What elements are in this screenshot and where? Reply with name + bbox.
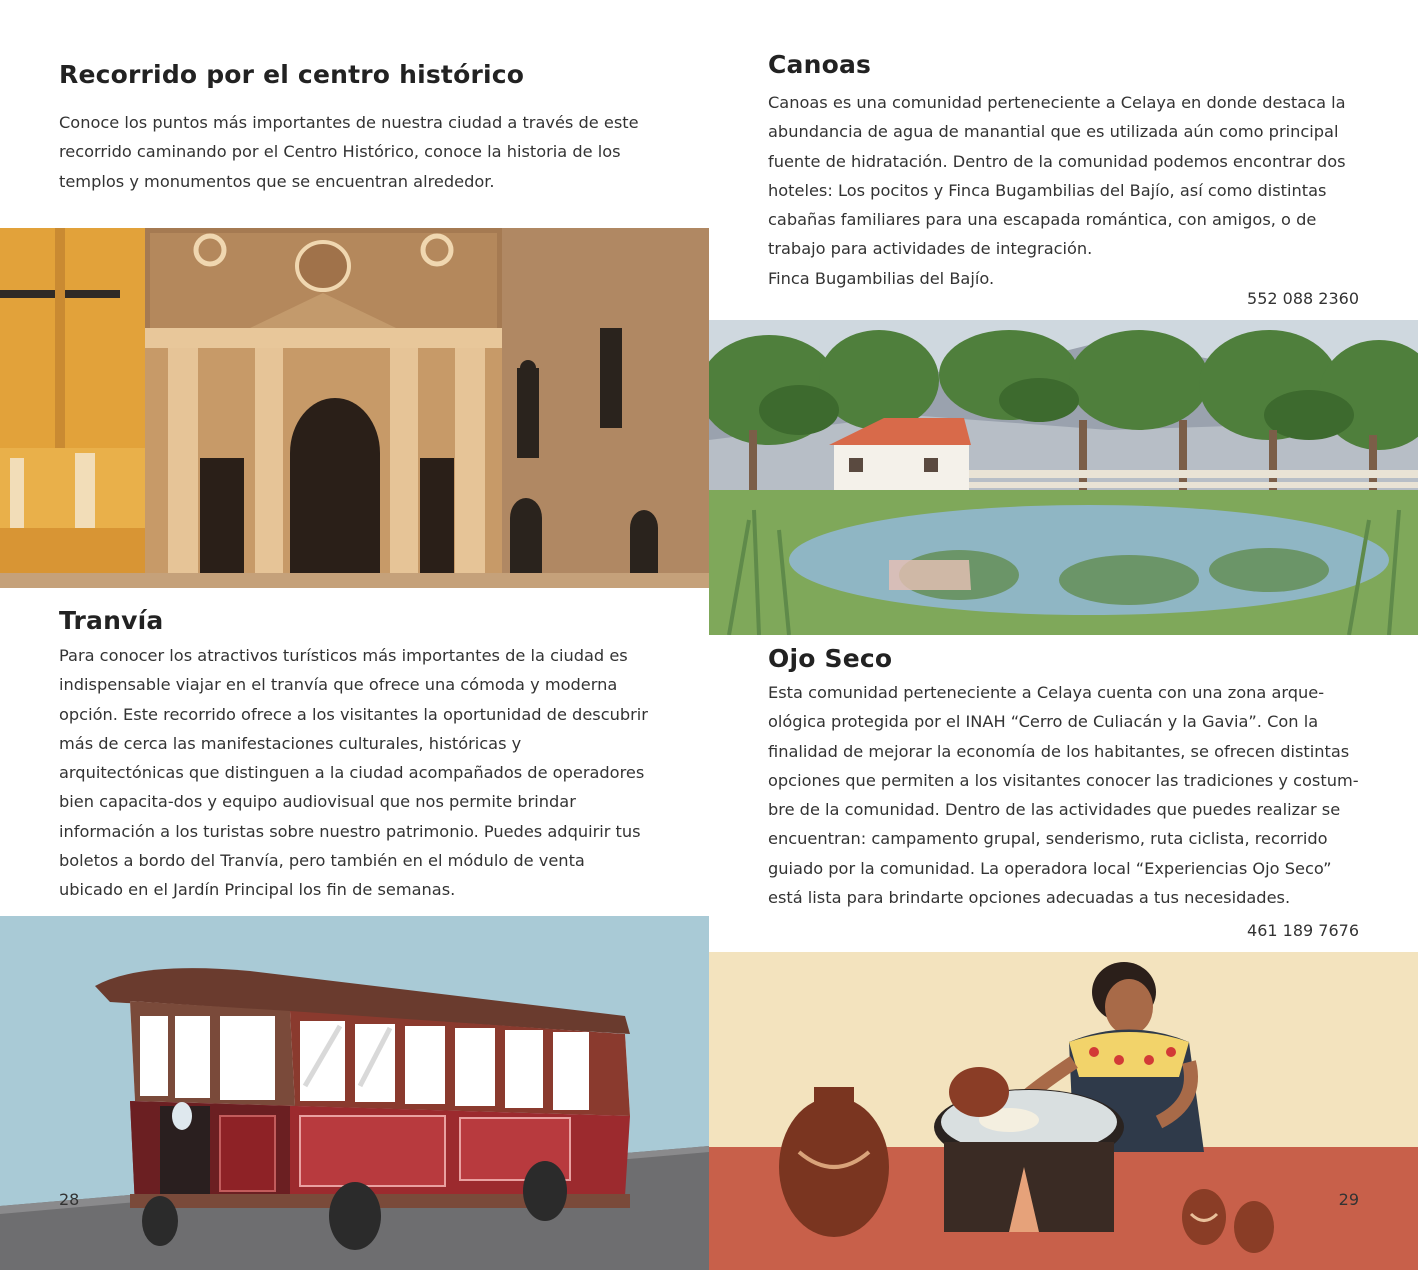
canoas-illustration [709,320,1418,635]
ojo-seco-text: Esta comunidad perteneciente a Celaya cuenta con una zona arque-ológica protegida por el INAH “Cerro de Culiacán y la Gavia”. Con la finalidad de mejorar la economía de los habitantes, se ofrecen distintas opciones que permiten a los visitantes conocer las tradiciones y costum-bre de la comunidad. Dentro de las actividades que puedes realizar se encuentran: campamento grupal, senderismo, ruta ciclista, recorrido guiado por la comunidad. La operadora local “Experiencias Ojo Seco” está lista para brindarte opciones adecuadas a tus necesidades. [768,683,1359,908]
tranvia-text: Para conocer los atractivos turísticos más importantes de la ciudad es indispensable viajar en el tranvía que ofrece una cómoda y moderna opción. Este recorrido ofrece a los visitantes la oportunidad de descubrir más de cerca las manifestaciones culturales, históricas y arquitectónicas que distinguen a la ciudad acompañados de operadores bien capacita-dos y equipo audiovisual que nos permite brindar información a los turistas sobre nuestro patrimonio. Puedes adquirir tus boletos a bordo del Tranvía, pero también en el módulo de venta ubicado en el Jardín Principal los fin de semanas. [59,646,648,900]
page-number: 28 [59,1190,80,1209]
centro-text: Conoce los puntos más importantes de nuestra ciudad a través de este recorrido caminando por el Centro Histórico, conoce la historia de los templos y monumentos que se encuentran alrededor. [59,113,639,191]
right-page [709,0,1418,1270]
ojo-seco-phone: 461 189 7676 [1247,921,1359,940]
tranvia-title: Tranvía [59,606,164,635]
canoas-title: Canoas [768,50,872,79]
ojo-seco-title: Ojo Seco [768,644,893,673]
canoas-text-2: Finca Bugambilias del Bajío. [768,269,995,288]
historic-center-illustration [0,228,709,588]
canoas-phone: 552 088 2360 [1247,289,1359,308]
centro-title: Recorrido por el centro histórico [59,60,525,89]
page-number: 29 [1338,1190,1359,1209]
ojo-seco-illustration [709,952,1418,1270]
tram-illustration [0,916,709,1270]
canoas-text: Canoas es una comunidad perteneciente a Celaya en donde destaca la abundancia de agua de manantial que es utilizada aún como principal fuente de hidratación. Dentro de la comunidad podemos encontrar dos hoteles: Los pocitos y Finca Bugambilias del Bajío, así como distintas cabañas familiares para una escapada romántica, con amigos, o de trabajo para actividades de integración. [768,93,1346,259]
